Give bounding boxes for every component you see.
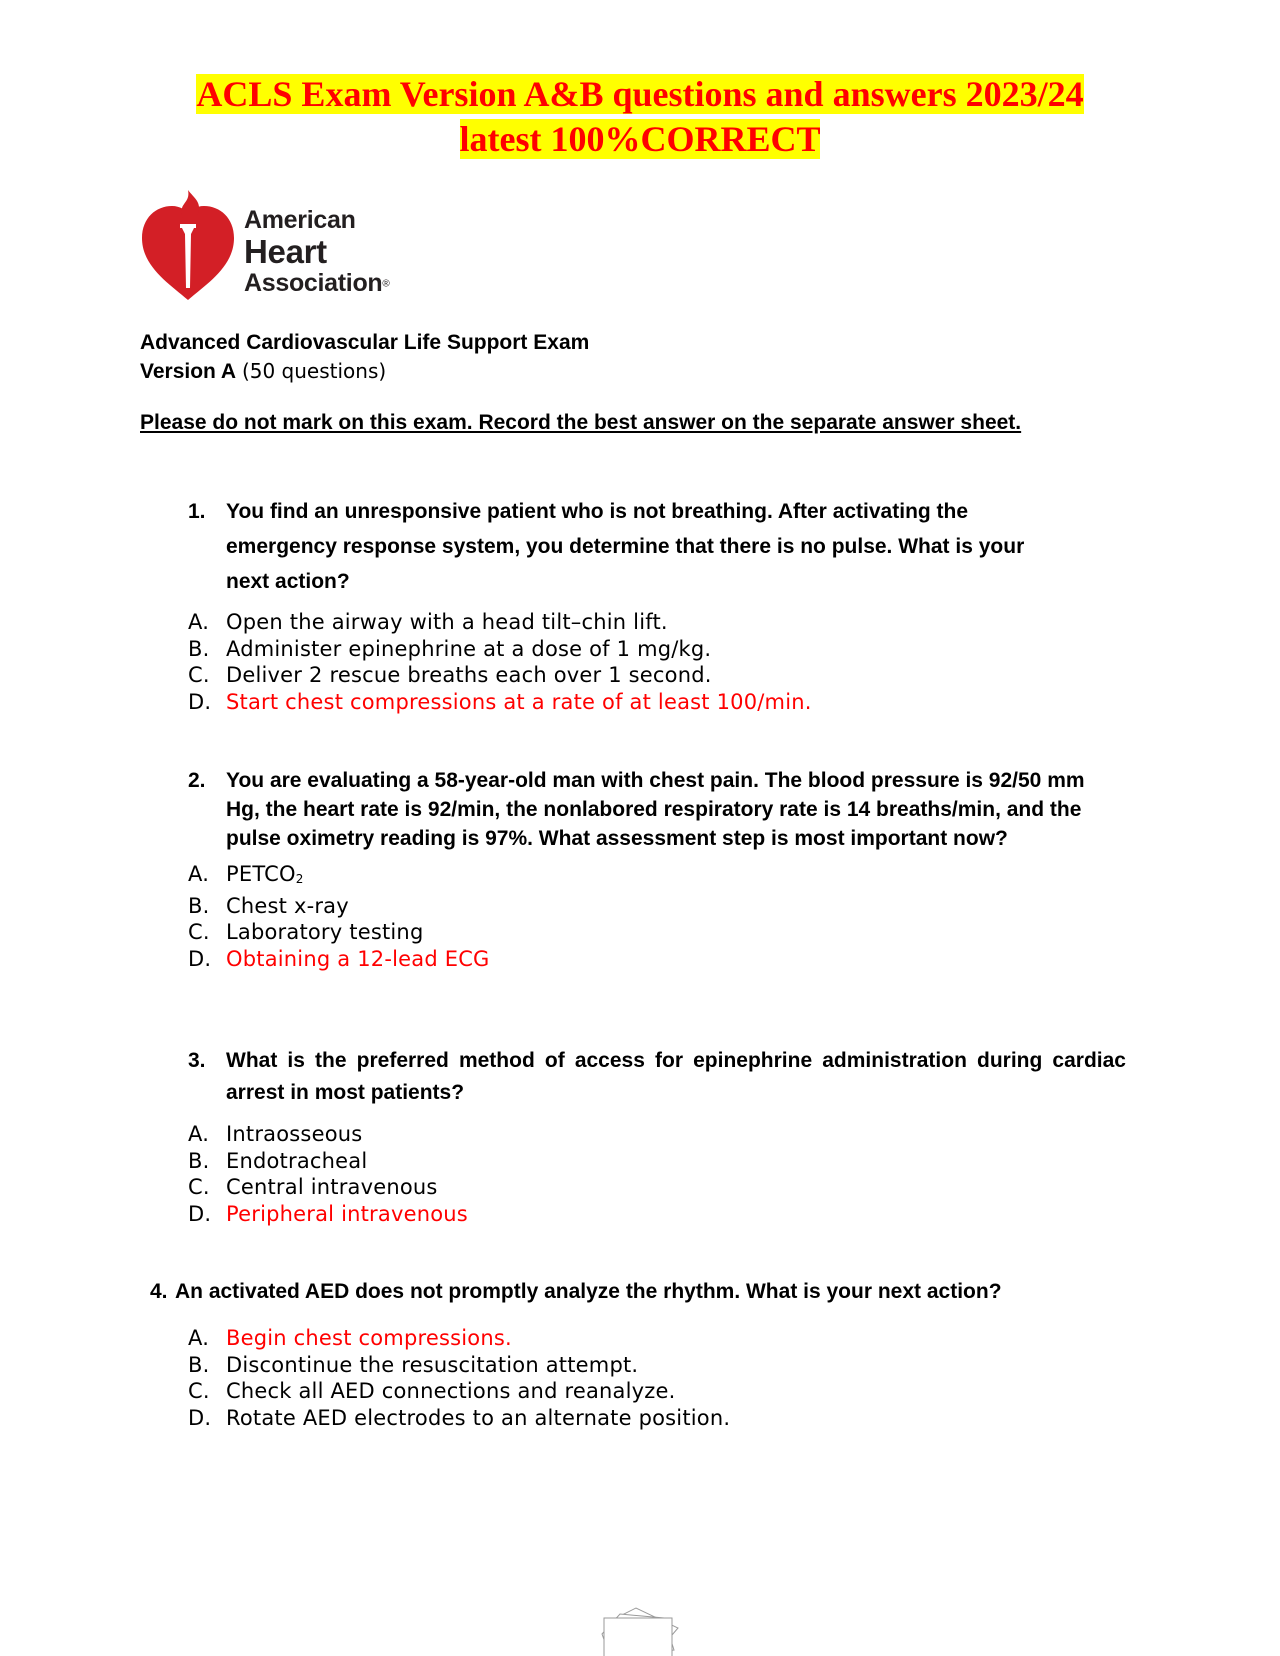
exam-version: Version A [140,360,237,383]
exam-header [140,329,589,386]
option-c: C. Deliver 2 rescue breaths each over 1 second. [188,663,712,687]
question-number: 2. [188,769,206,792]
title-line-2: latest 100%CORRECT [459,119,821,159]
question-stem: An activated AED does not promptly analyze the rhythm. What is your next action? [175,1280,1002,1303]
option-d-correct: D. Start chest compressions at a rate of at least 100/min. [188,689,812,714]
option-b: B. Discontinue the resuscitation attempt. [188,1352,639,1377]
option-a-correct: A. Begin chest compressions. [188,1326,512,1350]
question-stem: What is the preferred method of access for epinephrine administration during cardiac arrest in most patients? [226,1049,1126,1104]
question-number: 1. [188,500,206,523]
heart-torch-logo-icon [138,188,238,304]
question-4 [140,1277,1140,1431]
question-number: 3. [188,1049,206,1072]
option-d-correct: D. Peripheral intravenous [188,1201,468,1226]
question-count: (50 questions) [241,359,387,383]
question-stem: You are evaluating a 58-year-old man with chest pain. The blood pressure is 92/50 mm Hg, the heart rate is 92/min, the nonlabored respiratory rate is 14 breaths/min, and the pulse oximetry reading is 97%. What assessment step is most important now? [226,769,1085,850]
option-d: D. Rotate AED electrodes to an alternate position. [188,1405,731,1430]
answer-options [140,1325,1140,1431]
pages-stack-icon [590,1600,690,1656]
option-d-correct: D. Obtaining a 12-lead ECG [188,946,490,971]
option-a: A. PETCO2 [188,862,304,886]
option-a: A. Intraosseous [188,1122,363,1146]
answer-options [140,861,1140,972]
option-c: C. Central intravenous [188,1175,438,1199]
question-3 [140,1045,1140,1227]
option-c: C. Laboratory testing [188,920,424,944]
title-line-1: ACLS Exam Version A&B questions and answers 2023/24 [196,74,1084,114]
question-stem: You find an unresponsive patient who is not breathing. After activating the emergency response system, you determine that there is no pulse. What is your next action? [226,500,1025,593]
document-title [0,72,1280,162]
answer-options [140,1121,1140,1227]
answer-options [140,609,1140,715]
aha-wordmark: American Heart Association® [244,206,390,297]
question-1 [140,494,1140,715]
option-b: B. Endotracheal [188,1148,368,1173]
option-c: C. Check all AED connections and reanalyze. [188,1379,676,1403]
question-number: 4. [150,1280,168,1303]
option-b: B. Chest x-ray [188,893,349,918]
exam-name: Advanced Cardiovascular Life Support Exam [140,331,590,354]
exam-instruction: Please do not mark on this exam. Record the best answer on the separate answer sheet. [140,411,1022,434]
option-b: B. Administer epinephrine at a dose of 1 mg/kg. [188,636,712,661]
option-a: A. Open the airway with a head tilt–chin lift. [188,610,668,634]
question-2 [140,766,1140,972]
